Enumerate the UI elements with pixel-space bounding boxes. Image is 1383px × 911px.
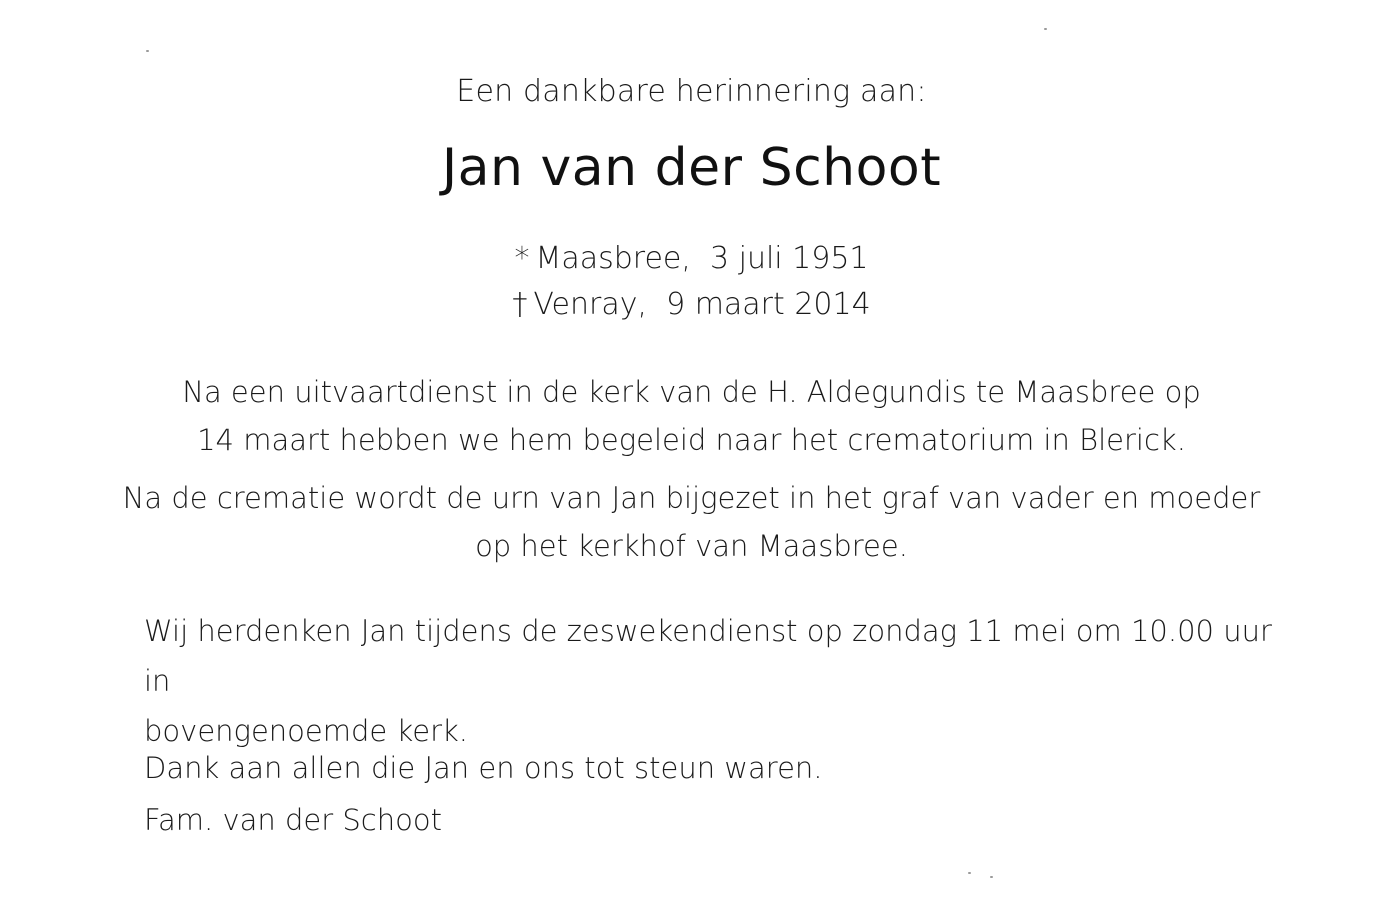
- memorial-line-2: bovengenoemde kerk.: [144, 714, 468, 748]
- funeral-paragraph: [0, 368, 1383, 464]
- burial-line-1: Na de crematie wordt de urn van Jan bijgezet in het graf van vader en moeder: [122, 481, 1261, 515]
- scan-speck: [146, 50, 149, 52]
- birth-line: [0, 236, 1383, 282]
- scan-speck: [1044, 28, 1047, 30]
- thanks-line: Dank aan allen die Jan en ons tot steun waren.: [144, 751, 823, 785]
- burial-paragraph: [0, 474, 1383, 570]
- funeral-line-1: Na een uitvaartdienst in de kerk van de H. Aldegundis te Maasbree op: [182, 375, 1201, 409]
- death-text: Venray, 9 maart 2014: [533, 287, 871, 322]
- intro-line: Een dankbare herinnering aan:: [456, 74, 927, 109]
- burial-line-2: op het kerkhof van Maasbree.: [475, 529, 908, 563]
- death-symbol: †: [512, 287, 528, 322]
- funeral-line-2: 14 maart hebben we hem begeleid naar het crematorium in Blerick.: [197, 423, 1186, 457]
- memorial-service-paragraph: [144, 606, 1304, 756]
- memorial-line-1: Wij herdenken Jan tijdens de zeswekendienst op zondag 11 mei om 10.00 uur in: [144, 614, 1272, 698]
- birth-text: Maasbree, 3 juli 1951: [535, 241, 869, 276]
- life-dates: [0, 236, 1383, 328]
- scan-speck: [990, 876, 993, 878]
- scan-speck: [968, 872, 971, 874]
- deceased-name: Jan van der Schoot: [441, 138, 942, 198]
- birth-symbol: *: [514, 241, 530, 276]
- family-signature: Fam. van der Schoot: [144, 803, 442, 837]
- death-line: [0, 282, 1383, 328]
